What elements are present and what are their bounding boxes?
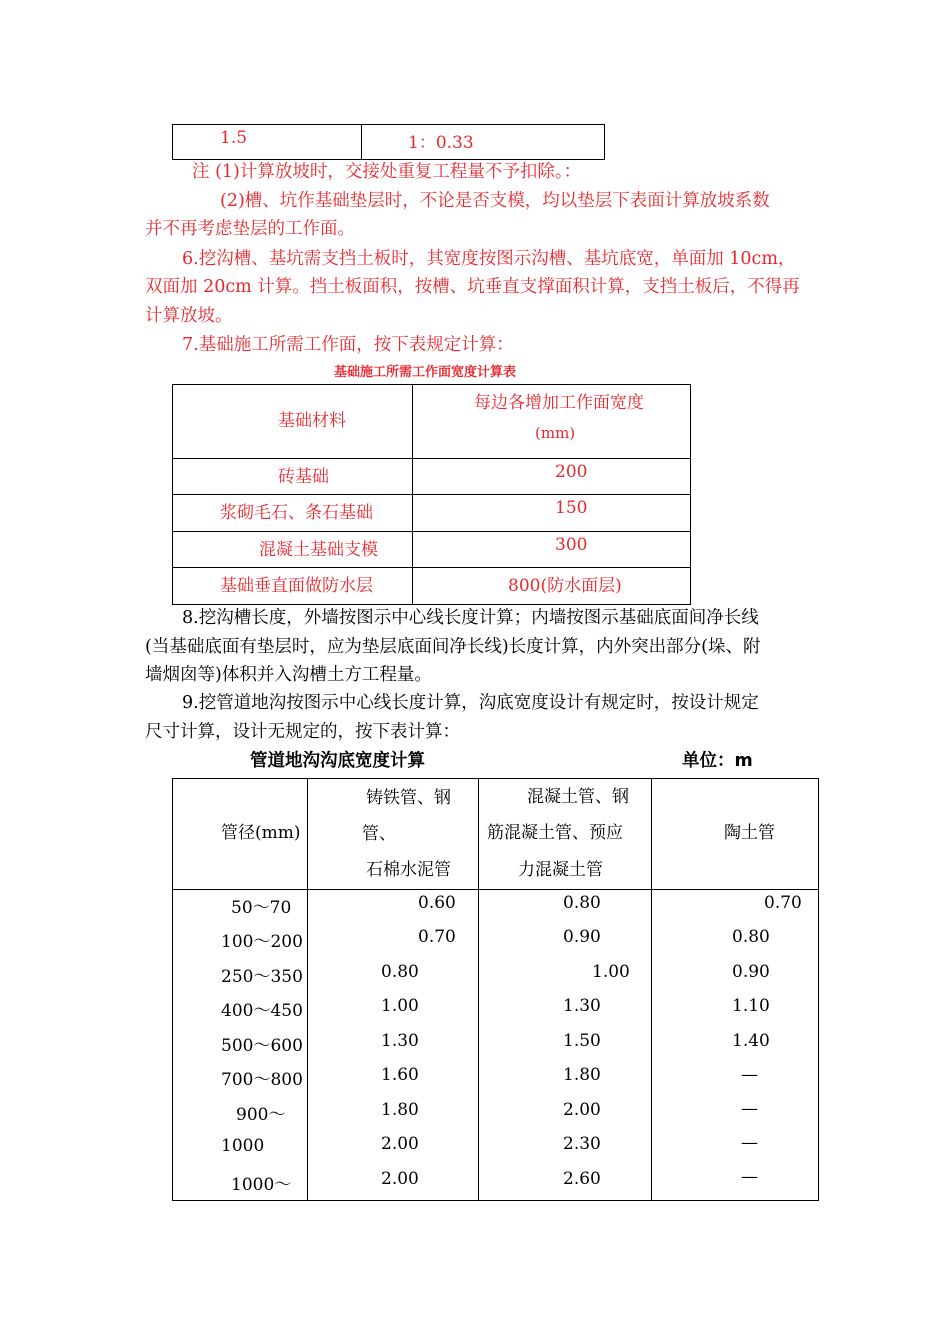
table2-header-castiron: 石棉水泥管 bbox=[366, 860, 451, 880]
table2-value-castiron: 0.60 bbox=[418, 893, 456, 913]
table2-value-concrete: 1.50 bbox=[563, 1031, 601, 1051]
note-2a: (2)槽、坑作基础垫层时，不论是否支模，均以垫层下表面计算放坡系数 bbox=[220, 191, 770, 211]
table2-value-concrete: 1.30 bbox=[563, 996, 601, 1016]
table2-value-castiron: 2.00 bbox=[381, 1134, 419, 1154]
slope-table-cell bbox=[173, 125, 362, 160]
table2-value-clay: 1.40 bbox=[732, 1031, 770, 1051]
table2-value-castiron: 1.80 bbox=[381, 1100, 419, 1120]
table2-title: 管道地沟沟底宽度计算 bbox=[250, 751, 425, 771]
table1-header-material: 基础材料 bbox=[278, 411, 346, 431]
table2-header-diameter: 管径(mm) bbox=[221, 823, 301, 843]
table2-header-concrete: 混凝土管、钢 bbox=[527, 787, 629, 807]
table2-header-concrete: 筋混凝土管、预应 bbox=[487, 823, 623, 843]
table2-diameter: 1000～ bbox=[231, 1175, 292, 1195]
table2-header-castiron: 铸铁管、钢 bbox=[366, 788, 451, 808]
note-2b: 并不再考虑垫层的工作面。 bbox=[145, 219, 355, 239]
table2-value-clay: — bbox=[741, 1133, 758, 1153]
table1-title: 基础施工所需工作面宽度计算表 bbox=[334, 365, 517, 380]
table2-value-concrete: 2.60 bbox=[563, 1169, 601, 1189]
table2-value-clay: — bbox=[741, 1099, 758, 1119]
table2-value-castiron: 0.80 bbox=[381, 962, 419, 982]
table2-unit: 单位：m bbox=[682, 751, 753, 771]
slope-ratio: 1：0.33 bbox=[408, 133, 474, 153]
table2-value-concrete: 1.80 bbox=[563, 1065, 601, 1085]
item6-line3: 计算放坡。 bbox=[145, 306, 233, 326]
table2-diameter: 50～70 bbox=[231, 898, 292, 918]
table2-value-clay: — bbox=[741, 1065, 758, 1085]
table1-row-value: 200 bbox=[555, 462, 588, 482]
table2-value-clay: — bbox=[741, 1167, 758, 1187]
table2-diameter: 500～600 bbox=[221, 1036, 303, 1056]
table2-value-clay: 0.70 bbox=[764, 893, 802, 913]
table1-row-value: 150 bbox=[555, 498, 588, 518]
slope-depth: 1.5 bbox=[220, 128, 248, 148]
table2-diameter: 250～350 bbox=[221, 967, 303, 987]
table2-value-castiron: 2.00 bbox=[381, 1169, 419, 1189]
table2-header-castiron: 管、 bbox=[362, 824, 396, 844]
item8-line3: 墙烟囱等)体积并入沟槽土方工程量。 bbox=[145, 665, 432, 685]
table2-value-castiron: 1.30 bbox=[381, 1031, 419, 1051]
table1-row-material: 浆砌毛石、条石基础 bbox=[220, 503, 373, 523]
item7-line: 7.基础施工所需工作面，按下表规定计算： bbox=[182, 335, 514, 355]
table2-diameter: 900～ bbox=[236, 1105, 286, 1125]
table2-header-concrete: 力混凝土管 bbox=[518, 860, 603, 880]
table2-value-concrete: 2.00 bbox=[563, 1100, 601, 1120]
item8-line2: (当基础底面有垫层时，应为垫层底面间净长线)长度计算，内外突出部分(垛、附 bbox=[145, 637, 761, 657]
slope-table-cell bbox=[362, 125, 605, 160]
table1-row-material: 基础垂直面做防水层 bbox=[220, 576, 373, 596]
table2-diameter: 700～800 bbox=[221, 1070, 303, 1090]
table2-value-castiron: 0.70 bbox=[418, 927, 456, 947]
table1-row-material: 砖基础 bbox=[278, 467, 329, 487]
table2-value-castiron: 1.60 bbox=[381, 1065, 419, 1085]
item9-line2: 尺寸计算，设计无规定的，按下表计算： bbox=[145, 722, 460, 742]
table2-value-clay: 0.80 bbox=[732, 927, 770, 947]
table1-row-value: 800(防水面层) bbox=[508, 576, 622, 596]
item9-line1: 9.挖管道地沟按图示中心线长度计算，沟底宽度设计有规定时，按设计规定 bbox=[182, 693, 759, 713]
table2-diameter: 1000 bbox=[221, 1136, 265, 1156]
table2-value-concrete: 0.90 bbox=[563, 927, 601, 947]
table2-diameter: 100～200 bbox=[221, 932, 303, 952]
item6-line2: 双面加 20cm 计算。挡土板面积，按槽、坑垂直支撑面积计算，支挡土板后，不得再 bbox=[145, 277, 800, 297]
table2-value-clay: 0.90 bbox=[732, 962, 770, 982]
table2-value-concrete: 1.00 bbox=[592, 962, 630, 982]
table2-value-concrete: 0.80 bbox=[563, 893, 601, 913]
table2-diameter: 400～450 bbox=[221, 1001, 303, 1021]
table2-value-castiron: 1.00 bbox=[381, 996, 419, 1016]
item6-line1: 6.挖沟槽、基坑需支挡土板时，其宽度按图示沟槽、基坑底宽，单面加 10cm， bbox=[182, 249, 796, 269]
table1-row-material: 混凝土基础支模 bbox=[259, 540, 378, 560]
table1-row-value: 300 bbox=[555, 535, 588, 555]
table2-value-concrete: 2.30 bbox=[563, 1134, 601, 1154]
table1-header-unit: (mm) bbox=[535, 424, 576, 442]
table2-value-clay: 1.10 bbox=[732, 996, 770, 1016]
table2-header-clay: 陶土管 bbox=[724, 823, 775, 843]
item8-line1: 8.挖沟槽长度，外墙按图示中心线长度计算；内墙按图示基础底面间净长线 bbox=[182, 608, 759, 628]
note-1: 注 (1)计算放坡时，交接处重复工程量不予扣除。： bbox=[192, 162, 582, 182]
table1-header-width: 每边各增加工作面宽度 bbox=[474, 393, 644, 413]
